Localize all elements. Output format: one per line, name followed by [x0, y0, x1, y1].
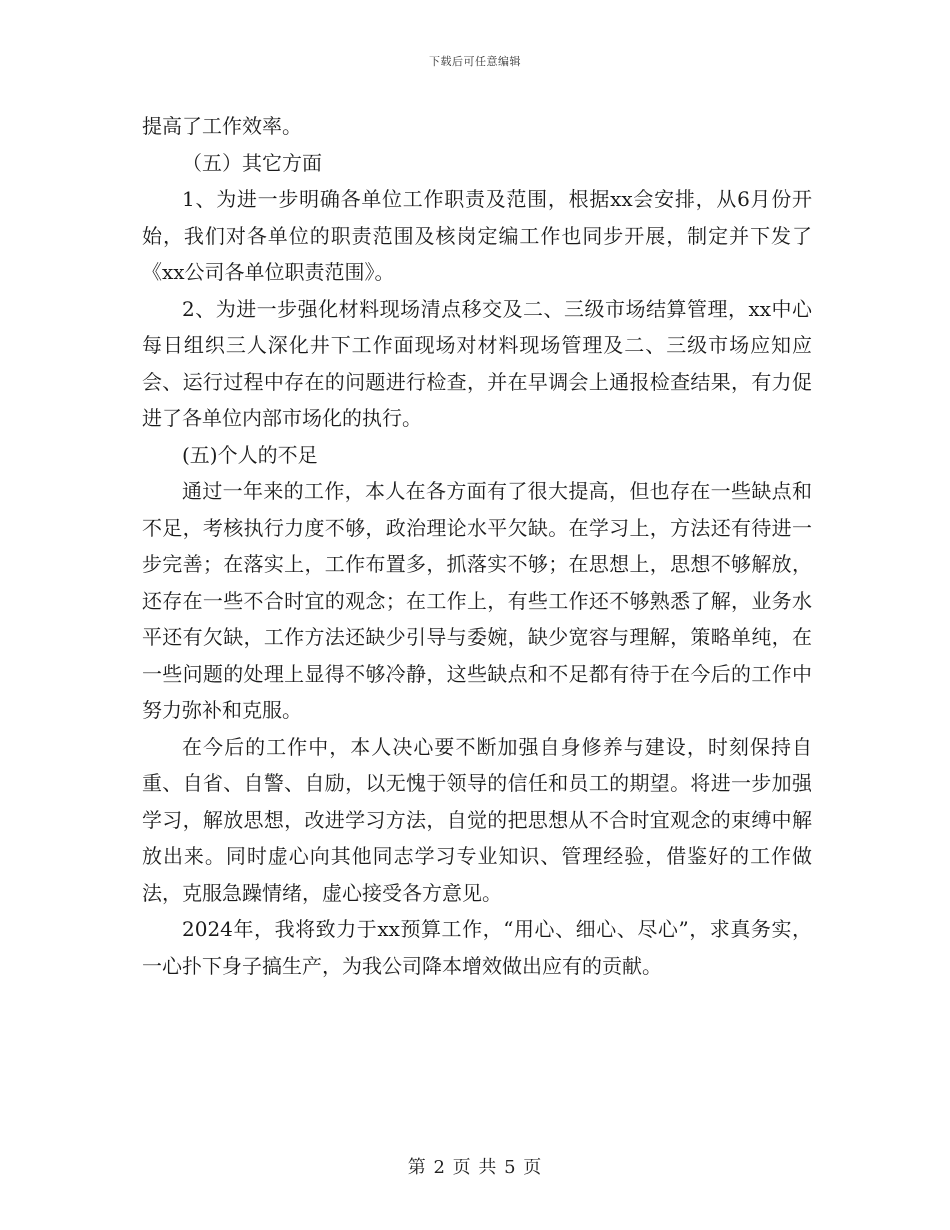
section-heading-personal-shortcomings: (五)个人的不足 — [182, 442, 318, 467]
page-header-note: 下载后可任意编辑 — [429, 55, 521, 68]
page-number: 第 2 页 共 5 页 — [407, 1157, 543, 1178]
paragraph-item-1: 1、为进一步明确各单位工作职责及范围，根据xx会安排，从6月份开始，我们对各单位的职责范围及核岗定编工作也同步开展，制定并下发了《xx公司各单位职责范围》。 — [142, 187, 812, 284]
paragraph-future-work: 在今后的工作中，本人决心要不断加强自身修养与建设，时刻保持自重、自省、自警、自励，以无愧于领导的信任和员工的期望。将进一步加强学习，解放思想，改进学习方法，自觉的把思想从不合时宜观念的束缚中解放出来。同时虚心向其他同志学习专业知识、管理经验，借鉴好的工作做法，克服急躁情绪，虚心接受各方意见。 — [142, 734, 812, 905]
paragraph-year-plan: 2024年，我将致力于xx预算工作，“用心、细心、尽心”，求真务实，一心扑下身子搞生产，为我公司降本增效做出应有的贡献。 — [142, 917, 812, 978]
paragraph-shortcomings: 通过一年来的工作，本人在各方面有了很大提高，但也存在一些缺点和不足，考核执行力度不够，政治理论水平欠缺。在学习上，方法还有待进一步完善；在落实上，工作布置多，抓落实不够；在思想上，思想不够解放，还存在一些不合时宜的观念；在工作上，有些工作还不够熟悉了解，业务水平还有欠缺，工作方法还缺少引导与委婉，缺少宽容与理解，策略单纯，在一些问题的处理上显得不够冷静，这些缺点和不足都有待于在今后的工作中努力弥补和克服。 — [142, 479, 812, 722]
paragraph-item-2: 2、为进一步强化材料现场清点移交及二、三级市场结算管理，xx中心每日组织三人深化井下工作面现场对材料现场管理及二、三级市场应知应会、运行过程中存在的问题进行检查，并在早调会上通报检查结果，有力促进了各单位内部市场化的执行。 — [142, 296, 812, 430]
paragraph-continuation: 提高了工作效率。 — [142, 114, 302, 138]
document-body — [142, 108, 812, 984]
section-heading-other-aspects: （五）其它方面 — [182, 150, 322, 175]
